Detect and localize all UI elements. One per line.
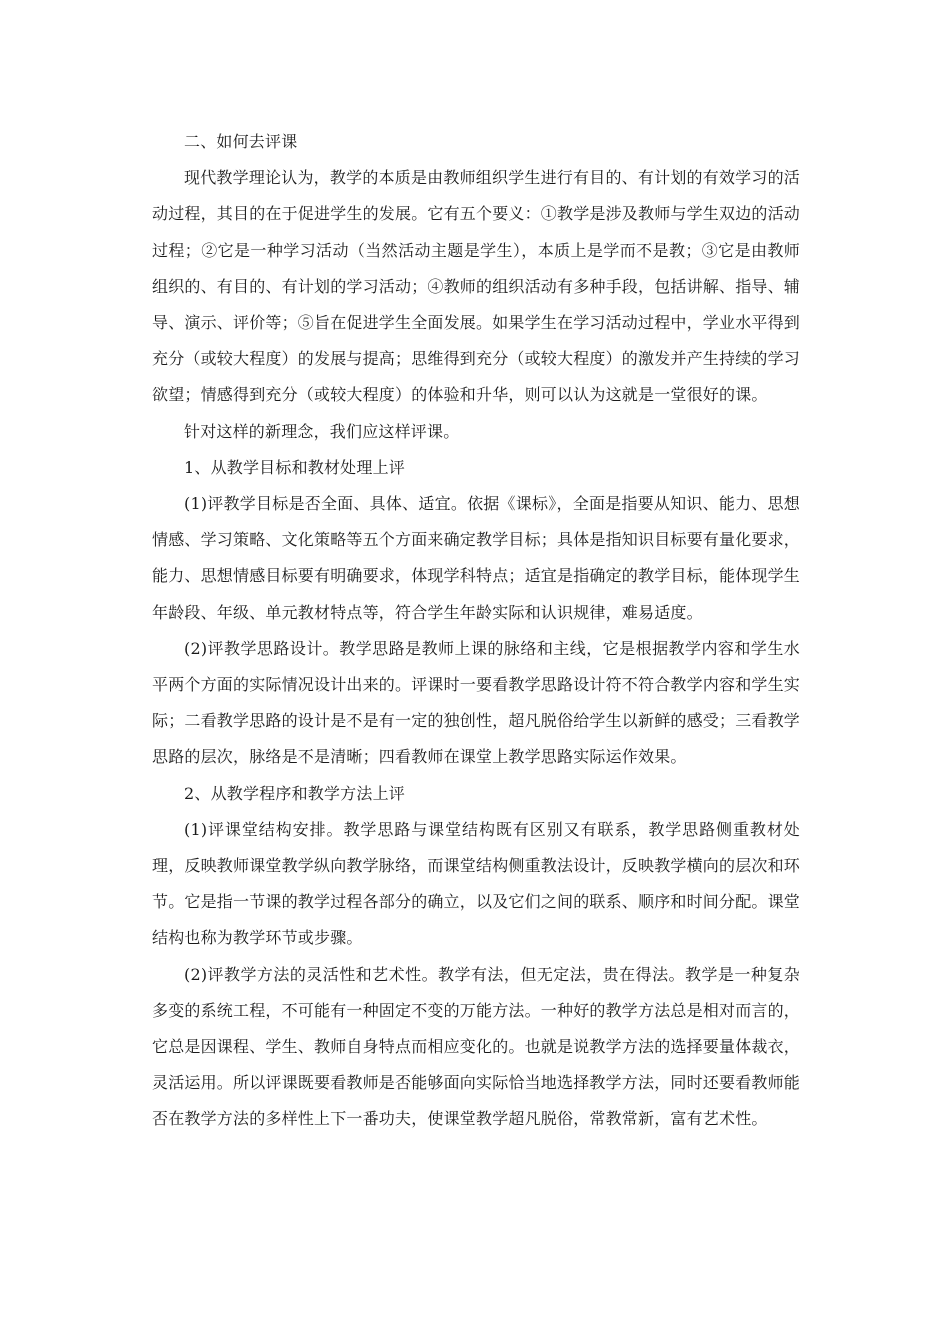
- intro-paragraph: 现代教学理论认为，教学的本质是由教师组织学生进行有目的、有计划的有效学习的活动过程，其目的在于促进学生的发展。它有五个要义：①教学是涉及教师与学生双边的活动过程；②它是一种学习活动（当然活动主题是学生），本质上是学而不是教；③它是由教师组织的、有目的、有计划的学习活动；④教师的组织活动有多种手段，包括讲解、指导、辅导、演示、评价等；⑤旨在促进学生全面发展。如果学生在学习活动过程中，学业水平得到充分（或较大程度）的发展与提高；思维得到充分（或较大程度）的激发并产生持续的学习欲望；情感得到充分（或较大程度）的体验和升华，则可以认为这就是一堂很好的课。: [152, 168, 801, 405]
- transition-paragraph: 针对这样的新理念，我们应这样评课。: [184, 421, 460, 441]
- subsection-1-item-1: (1)评教学目标是否全面、具体、适宜。依据《课标》，全面是指要从知识、能力、思想情感、学习策略、文化策略等五个方面来确定教学目标；具体是指知识目标要有量化要求，能力、思想情感目标要有明确要求，体现学科特点；适宜是指确定的教学目标，能体现学生年龄段、年级、单元教材特点等，符合学生年龄实际和认识规律，难易适度。: [152, 494, 801, 622]
- subsection-title-2: 2、从教学程序和教学方法上评: [184, 783, 405, 803]
- subsection-2-item-2: (2)评教学方法的灵活性和艺术性。教学有法，但无定法，贵在得法。教学是一种复杂多变的系统工程，不可能有一种固定不变的万能方法。一种好的教学方法总是相对而言的，它总是因课程、学生、教师自身特点而相应变化的。也就是说教学方法的选择要量体裁衣，灵活运用。所以评课既要看教师是否能够面向实际恰当地选择教学方法，同时还要看教师能否在教学方法的多样性上下一番功夫，使课堂教学超凡脱俗，常教常新，富有艺术性。: [152, 964, 801, 1129]
- subsection-2-item-1: (1)评课堂结构安排。教学思路与课堂结构既有区别又有联系，教学思路侧重教材处理，反映教师课堂教学纵向教学脉络，而课堂结构侧重教法设计，反映教学横向的层次和环节。它是指一节课的教学过程各部分的确立，以及它们之间的联系、顺序和时间分配。课堂结构也称为教学环节或步骤。: [152, 819, 801, 948]
- section-heading: 二、如何去评课: [184, 132, 298, 151]
- subsection-1-item-2: (2)评教学思路设计。教学思路是教师上课的脉络和主线，它是根据教学内容和学生水平两个方面的实际情况设计出来的。评课时一要看教学思路设计符不符合教学内容和学生实际；二看教学思路的设计是不是有一定的独创性，超凡脱俗给学生以新鲜的感受；三看教学思路的层次，脉络是不是清晰；四看教师在课堂上教学思路实际运作效果。: [152, 638, 801, 767]
- document-body: [152, 124, 800, 1138]
- subsection-title-1: 1、从教学目标和教材处理上评: [184, 457, 405, 477]
